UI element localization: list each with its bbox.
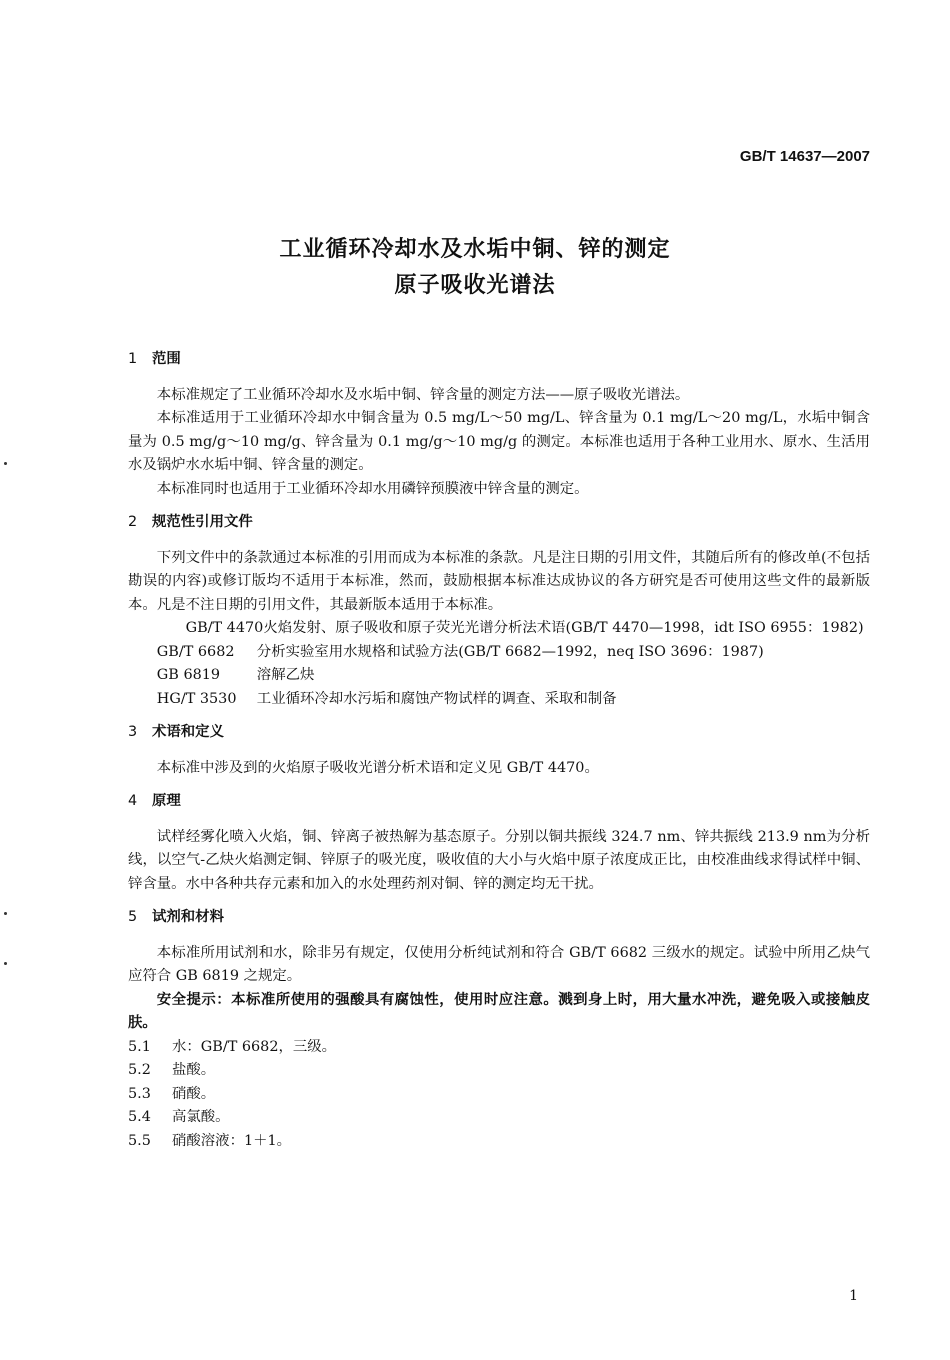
reference-item <box>128 617 870 641</box>
list-item <box>128 1036 870 1060</box>
reference-text: 工业循环冷却水污垢和腐蚀产物试样的调查、采取和制备 <box>256 690 617 707</box>
section-heading-normative-references <box>128 511 870 535</box>
list-item <box>128 1059 870 1083</box>
section-number: 3 <box>128 724 138 740</box>
item-number: 5.2 <box>128 1062 151 1078</box>
section-title: 范围 <box>152 351 181 367</box>
item-text: 硝酸溶液：1＋1。 <box>172 1132 292 1149</box>
list-item <box>128 1083 870 1107</box>
paragraph: 本标准规定了工业循环冷却水及水垢中铜、锌含量的测定方法——原子吸收光谱法。 <box>156 386 690 403</box>
section-number: 5 <box>128 909 138 925</box>
reference-item <box>128 641 870 665</box>
reference-code: GB/T 4470 <box>185 620 264 636</box>
paragraph: 下列文件中的条款通过本标准的引用而成为本标准的条款。凡是注日期的引用文件，其随后所有的修改单(不包括勘误的内容)或修订版均不适用于本标准，然而，鼓励根据本标准达成协议的各方研究是否可使用这些文件的最新版本。凡是不注日期的引用文件，其最新版本适用于本标准。 <box>128 549 870 613</box>
section-heading-scope <box>128 348 870 372</box>
reference-item <box>128 688 870 712</box>
section-title: 规范性引用文件 <box>152 514 253 530</box>
item-number: 5.3 <box>128 1085 151 1102</box>
section-title: 试剂和材料 <box>152 909 224 925</box>
reference-text: 分析实验室用水规格和试验方法(GB/T 6682—1992，neq ISO 3696：1987) <box>256 643 764 660</box>
reference-code: HG/T 3530 <box>156 690 237 707</box>
document-subtitle: 原子吸收光谱法 <box>394 273 556 298</box>
list-item <box>128 1106 870 1130</box>
document-title: 工业循环冷却水及水垢中铜、锌的测定 <box>279 237 671 262</box>
safety-notice: 安全提示：本标准所使用的强酸具有腐蚀性，使用时应注意。溅到身上时，用大量水冲洗，避免吸入或接触皮肤。 <box>128 991 870 1031</box>
item-number: 5.5 <box>128 1132 151 1149</box>
reference-code: GB 6819 <box>156 667 221 683</box>
list-item <box>128 1130 870 1154</box>
section-number: 1 <box>128 351 138 367</box>
section-title: 原理 <box>152 793 181 809</box>
reference-text: 溶解乙炔 <box>256 667 315 683</box>
paragraph: 本标准所用试剂和水，除非另有规定，仅使用分析纯试剂和符合 GB/T 6682 三级水的规定。试验中所用乙炔气应符合 GB 6819 之规定。 <box>128 944 870 984</box>
standard-code: GB/T 14637—2007 <box>739 148 870 165</box>
item-text: 水：GB/T 6682，三级。 <box>172 1038 337 1055</box>
paragraph: 本标准适用于工业循环冷却水中铜含量为 0.5 mg/L～50 mg/L、锌含量为 0.1 mg/L～20 mg/L，水垢中铜含量为 0.5 mg/g～10 mg/g、锌含量为 0.1 mg/g～10 mg/g 的测定。本标准也适用于各种工业用水、原水、生活用水及锅炉水水垢中铜、锌含量的测定。 <box>128 410 870 473</box>
section-number: 4 <box>128 793 138 809</box>
section-heading-terms <box>128 721 870 745</box>
scan-margin-mark <box>4 962 7 965</box>
scan-margin-mark <box>4 462 7 465</box>
section-heading-principle <box>128 790 870 814</box>
item-text: 硝酸。 <box>172 1085 216 1102</box>
reference-item <box>128 664 870 688</box>
item-text: 盐酸。 <box>172 1062 216 1078</box>
section-number: 2 <box>128 514 138 530</box>
paragraph: 本标准同时也适用于工业循环冷却水用磷锌预膜液中锌含量的测定。 <box>156 480 589 497</box>
item-number: 5.4 <box>128 1109 151 1125</box>
paragraph: 试样经雾化喷入火焰，铜、锌离子被热解为基态原子。分别以铜共振线 324.7 nm、锌共振线 213.9 nm为分析线，以空气-乙炔火焰测定铜、锌原子的吸光度，吸收值的大小与火焰中原子浓度成正比，由校准曲线求得试样中铜、锌含量。水中各种共存元素和加入的水处理药剂对铜、锌的测定均无干扰。 <box>128 828 870 892</box>
reference-text: 火焰发射、原子吸收和原子荧光光谱分析法术语(GB/T 4470—1998，idt ISO 6955：1982) <box>263 620 864 636</box>
page-number: 1 <box>849 1288 858 1304</box>
item-number: 5.1 <box>128 1038 151 1055</box>
paragraph: 本标准中涉及到的火焰原子吸收光谱分析术语和定义见 GB/T 4470。 <box>156 759 599 776</box>
section-heading-reagents <box>128 906 870 930</box>
item-text: 高氯酸。 <box>172 1109 230 1125</box>
reference-code: GB/T 6682 <box>156 643 235 660</box>
scan-margin-mark <box>4 912 7 915</box>
section-title: 术语和定义 <box>152 724 224 740</box>
document-body <box>128 348 870 1153</box>
